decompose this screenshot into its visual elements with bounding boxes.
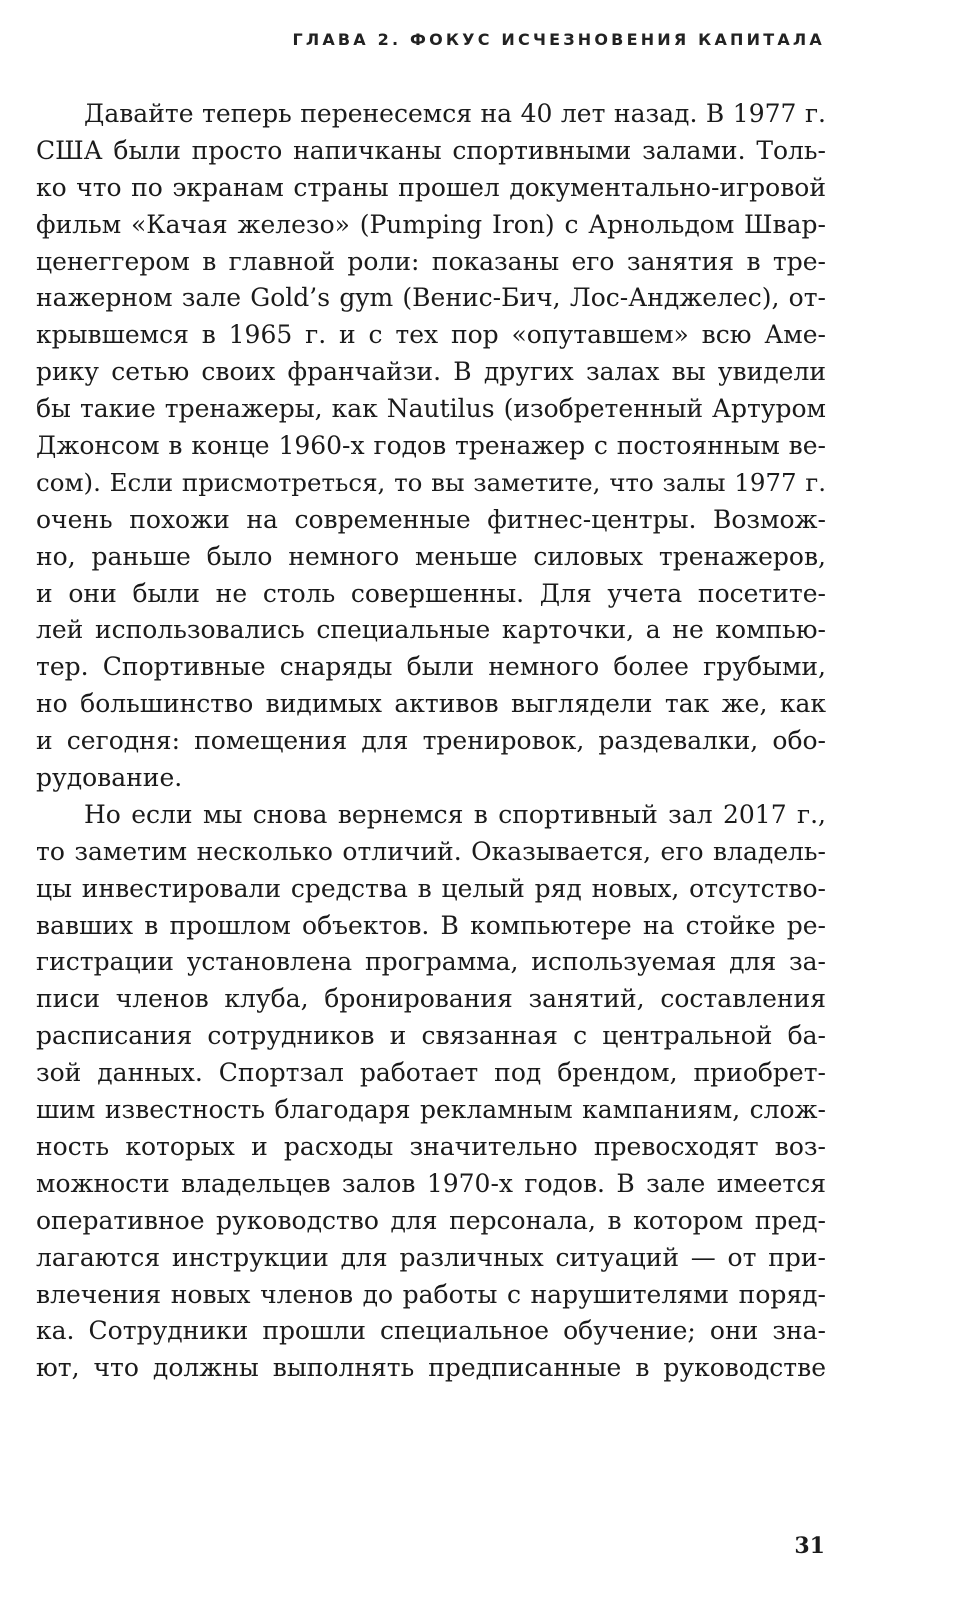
text-line: крывшемся в 1965 г. и с тех пор «опутавшем» всю Аме- [36,320,826,350]
text-line: ценеггером в главной роли: показаны его занятия в тре- [36,246,826,276]
text-line: писи членов клуба, бронирования занятий, составления [36,984,826,1014]
text-line: лагаются инструкции для различных ситуаций — от при- [36,1242,826,1272]
text-line: ко что по экранам страны прошел документально-игровой [36,172,826,202]
text-line: США были просто напичканы спортивными залами. Толь- [36,135,826,165]
text-line: очень похожи на современные фитнес-центры. Возмож- [36,504,826,534]
text-line: расписания сотрудников и связанная с центральной ба- [36,1021,826,1051]
text-line: сом). Если присмотреться, то вы заметите, что залы 1977 г. [36,467,826,497]
running-head: ГЛАВА 2. ФОКУС ИСЧЕЗНОВЕНИЯ КАПИТАЛА [292,30,825,49]
text-line: ность которых и расходы значительно превосходят воз- [36,1131,826,1161]
text-line: Джонсом в конце 1960-х годов тренажер с постоянным ве- [36,431,826,461]
text-line: Но если мы снова вернемся в спортивный зал 2017 г., [84,799,826,829]
text-line: Давайте теперь перенесемся на 40 лет назад. В 1977 г. [84,99,826,128]
text-line: фильм «Качая железо» (Pumping Iron) с Арнольдом Швар- [36,209,826,239]
text-line: вавших в прошлом объектов. В компьютере на стойке ре- [36,910,826,940]
text-line: но, раньше было немного меньше силовых тренажеров, [36,541,826,571]
text-line: влечения новых членов до работы с нарушителями поряд- [36,1279,826,1309]
text-line: и сегодня: помещения для тренировок, раздевалки, обо- [36,726,826,756]
text-line: ют, что должны выполнять предписанные в руководстве [36,1353,826,1383]
text-line: лей использовались специальные карточки, а не компью- [36,615,826,645]
text-line: нажерном зале Gold’s gym (Венис-Бич, Лос-Анджелес), от- [36,283,826,313]
text-line: цы инвестировали средства в целый ряд новых, отсутство- [36,873,826,903]
page-body [36,96,826,1387]
text-line: можности владельцев залов 1970-х годов. В зале имеется [36,1168,826,1198]
paragraph [36,797,826,1387]
text-line: и они были не столь совершенны. Для учета посетите- [36,578,826,608]
text-line: рику сетью своих франчайзи. В других залах вы увидели [36,357,826,387]
paragraph [36,96,826,797]
text-line: зой данных. Спортзал работает под брендом, приобрет- [36,1058,826,1088]
text-line: но большинство видимых активов выглядели так же, как [36,689,826,719]
text-line: тер. Спортивные снаряды были немного более грубыми, [36,652,826,682]
text-line: рудование. [36,763,183,793]
text-line: ка. Сотрудники прошли специальное обучение; они зна- [36,1316,826,1346]
text-line: бы такие тренажеры, как Nautilus (изобретенный Артуром [36,394,826,424]
page-number: 31 [794,1533,825,1559]
text-line: шим известность благодаря рекламным кампаниям, слож- [36,1095,826,1125]
text-line: оперативное руководство для персонала, в котором пред- [36,1205,826,1235]
text-line: гистрации установлена программа, используемая для за- [36,947,826,977]
text-line: то заметим несколько отличий. Оказывается, его владель- [36,836,826,866]
